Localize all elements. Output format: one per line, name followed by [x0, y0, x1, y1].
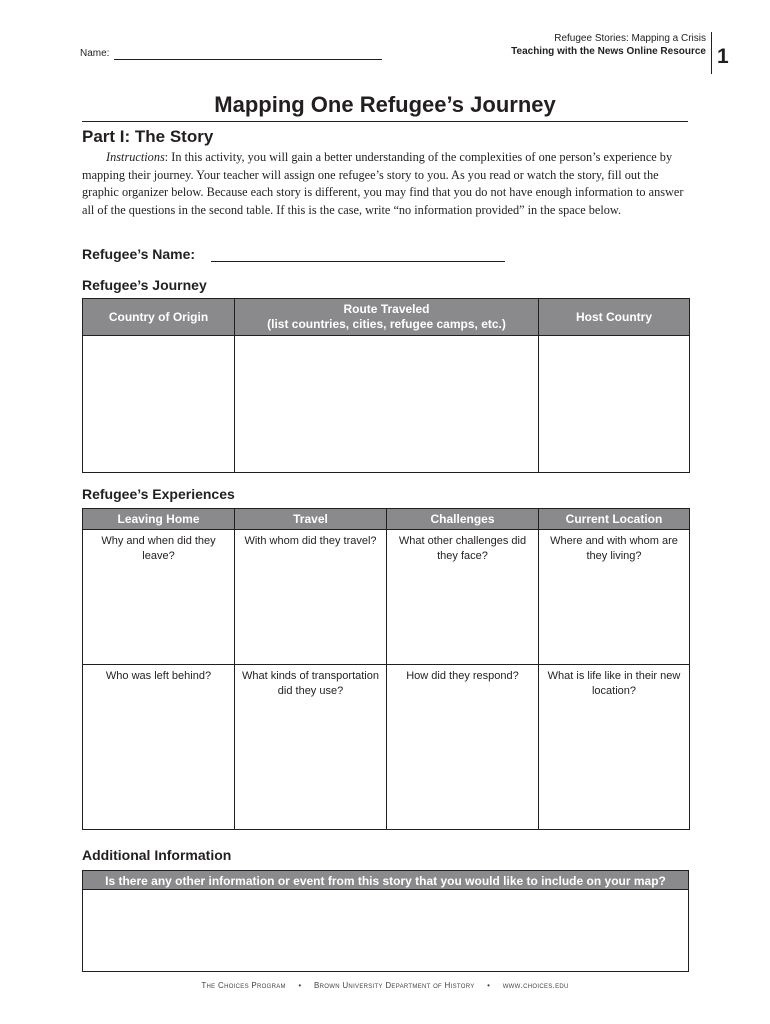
- journey-table: [82, 298, 690, 473]
- host-answer-cell[interactable]: [539, 336, 690, 473]
- refugee-name-label: Refugee’s Name:: [82, 246, 196, 262]
- refugee-name-field[interactable]: [211, 261, 505, 262]
- footer-program: The Choices Program: [201, 981, 286, 990]
- header-divider: [711, 32, 712, 74]
- route-title: Route Traveled: [343, 302, 430, 316]
- header-leaving-home: Leaving Home: [83, 509, 235, 530]
- question-text: Where and with whom are they living?: [550, 535, 678, 562]
- title-rule: [82, 121, 688, 122]
- header-host-country: Host Country: [539, 299, 690, 336]
- part-heading: Part I: The Story: [82, 127, 214, 146]
- answer-cell[interactable]: [83, 530, 235, 665]
- footer-bullet: •: [487, 981, 491, 990]
- answer-cell[interactable]: [539, 665, 690, 830]
- question-text: Who was left behind?: [105, 670, 212, 682]
- instructions-label: Instructions: [106, 150, 165, 164]
- answer-cell[interactable]: [539, 530, 690, 665]
- header-challenges: Challenges: [387, 509, 539, 530]
- additional-heading: Additional Information: [82, 847, 232, 863]
- header-travel: Travel: [235, 509, 387, 530]
- answer-cell[interactable]: [387, 665, 539, 830]
- name-label: Name:: [80, 48, 110, 59]
- page-number: 1: [717, 45, 729, 68]
- question-text: Why and when did they leave?: [101, 535, 216, 562]
- question-text: What other challenges did they face?: [398, 535, 527, 562]
- header-current-location: Current Location: [539, 509, 690, 530]
- question-text: What is life like in their new location?: [547, 670, 681, 697]
- route-answer-cell[interactable]: [235, 336, 539, 473]
- footer-department: Brown University Department of History: [314, 981, 475, 990]
- experiences-table: [82, 508, 690, 830]
- instructions-paragraph: [82, 149, 688, 219]
- footer-bullet: •: [298, 981, 302, 990]
- series-title: Refugee Stories: Mapping a Crisis: [554, 33, 706, 44]
- answer-cell[interactable]: [235, 530, 387, 665]
- additional-answer-box[interactable]: [82, 889, 689, 972]
- resource-title: Teaching with the News Online Resource: [511, 46, 706, 57]
- origin-answer-cell[interactable]: [83, 336, 235, 473]
- footer-website[interactable]: www.choices.edu: [502, 981, 569, 990]
- question-text: How did they respond?: [406, 670, 519, 682]
- route-subtitle: (list countries, cities, refugee camps, etc.): [267, 317, 506, 331]
- name-field-line[interactable]: [114, 59, 382, 60]
- answer-cell[interactable]: [235, 665, 387, 830]
- journey-heading: Refugee’s Journey: [82, 277, 207, 293]
- page-title: Mapping One Refugee’s Journey: [214, 92, 556, 117]
- header-route-traveled: [235, 299, 539, 336]
- additional-question: Is there any other information or event from this story that you would like to include on your map?: [82, 870, 689, 890]
- question-text: What kinds of transportation did they use?: [242, 670, 379, 697]
- page-footer: [0, 981, 770, 990]
- instructions-text: : In this activity, you will gain a better understanding of the complexities of one person’s experience by mapping their journey. Your teacher will assign one refugee’s story to you. As you read or watch the story, fill out the graphic organizer below. Because each story is different, you may find that you do not have enough information to answer all of the questions in the second table. If this is the case, write “no information provided” in the space below.: [82, 150, 684, 217]
- question-text: With whom did they travel?: [244, 535, 377, 547]
- answer-cell[interactable]: [387, 530, 539, 665]
- answer-cell[interactable]: [83, 665, 235, 830]
- header-country-of-origin: Country of Origin: [83, 299, 235, 336]
- experiences-heading: Refugee’s Experiences: [82, 486, 235, 502]
